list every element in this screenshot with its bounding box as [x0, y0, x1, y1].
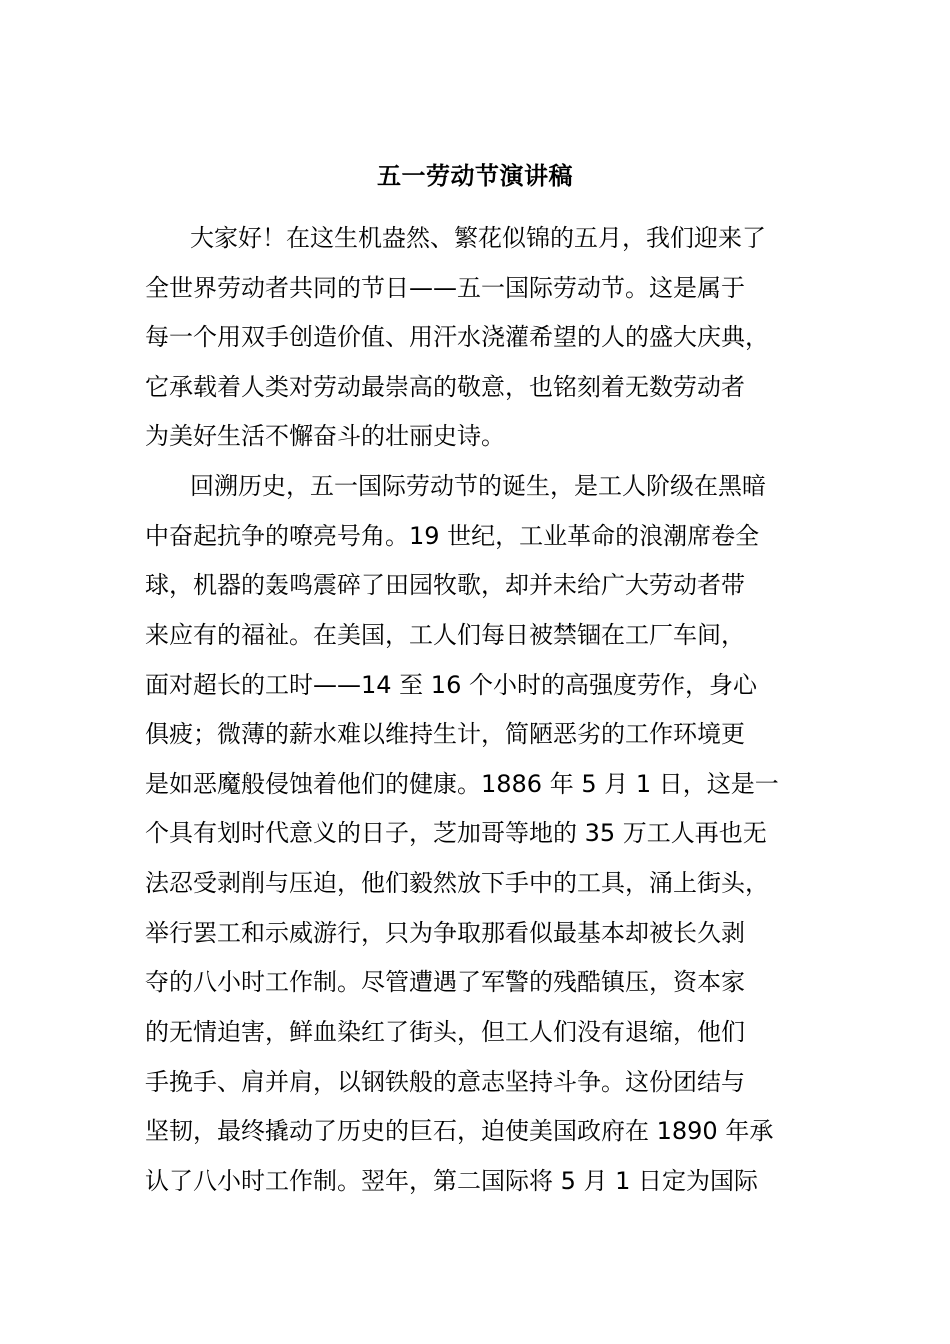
paragraph-2-line-5: 面对超长的工时——14 至 16 个小时的高强度劳作，身心 [145, 671, 757, 699]
paragraph-2-line-15: 认了八小时工作制。翌年，第二国际将 5 月 1 日定为国际 [145, 1167, 759, 1195]
paragraph-2-line-1: 回溯历史，五一国际劳动节的诞生，是工人阶级在黑暗 [190, 472, 766, 500]
paragraph-2-line-8: 个具有划时代意义的日子，芝加哥等地的 35 万工人再也无 [145, 819, 767, 847]
paragraph-1-line-3: 每一个用双手创造价值、用汗水浇灌希望的人的盛大庆典， [145, 323, 769, 351]
paragraph-2-line-6: 俱疲；微薄的薪水难以维持生计，简陋恶劣的工作环境更 [145, 720, 745, 748]
paragraph-2-line-7: 是如恶魔般侵蚀着他们的健康。1886 年 5 月 1 日，这是一 [145, 770, 779, 798]
paragraph-2-line-2: 中奋起抗争的嘹亮号角。19 世纪，工业革命的浪潮席卷全 [145, 522, 760, 550]
paragraph-2-line-9: 法忍受剥削与压迫，他们毅然放下手中的工具，涌上街头， [145, 869, 769, 897]
paragraph-2-line-3: 球，机器的轰鸣震碎了田园牧歌，却并未给广大劳动者带 [145, 571, 745, 599]
paragraph-2-line-12: 的无情迫害，鲜血染红了街头，但工人们没有退缩，他们 [145, 1018, 745, 1046]
paragraph-1-line-4: 它承载着人类对劳动最崇高的敬意，也铭刻着无数劳动者 [145, 373, 745, 401]
paragraph-2-line-11: 夺的八小时工作制。尽管遭遇了军警的残酷镇压，资本家 [145, 968, 745, 996]
paragraph-2-line-13: 手挽手、肩并肩，以钢铁般的意志坚持斗争。这份团结与 [145, 1068, 745, 1096]
paragraph-2-line-14: 坚韧，最终撬动了历史的巨石，迫使美国政府在 1890 年承 [145, 1117, 774, 1145]
paragraph-1-line-1: 大家好！在这生机盎然、繁花似锦的五月，我们迎来了 [190, 224, 766, 252]
document-title: 五一劳动节演讲稿 [377, 162, 573, 190]
paragraph-2-line-10: 举行罢工和示威游行，只为争取那看似最基本却被长久剥 [145, 919, 745, 947]
paragraph-1-line-2: 全世界劳动者共同的节日——五一国际劳动节。这是属于 [145, 274, 745, 302]
paragraph-2-line-4: 来应有的福祉。在美国，工人们每日被禁锢在工厂车间， [145, 621, 745, 649]
paragraph-1-line-5: 为美好生活不懈奋斗的壮丽史诗。 [145, 422, 505, 450]
